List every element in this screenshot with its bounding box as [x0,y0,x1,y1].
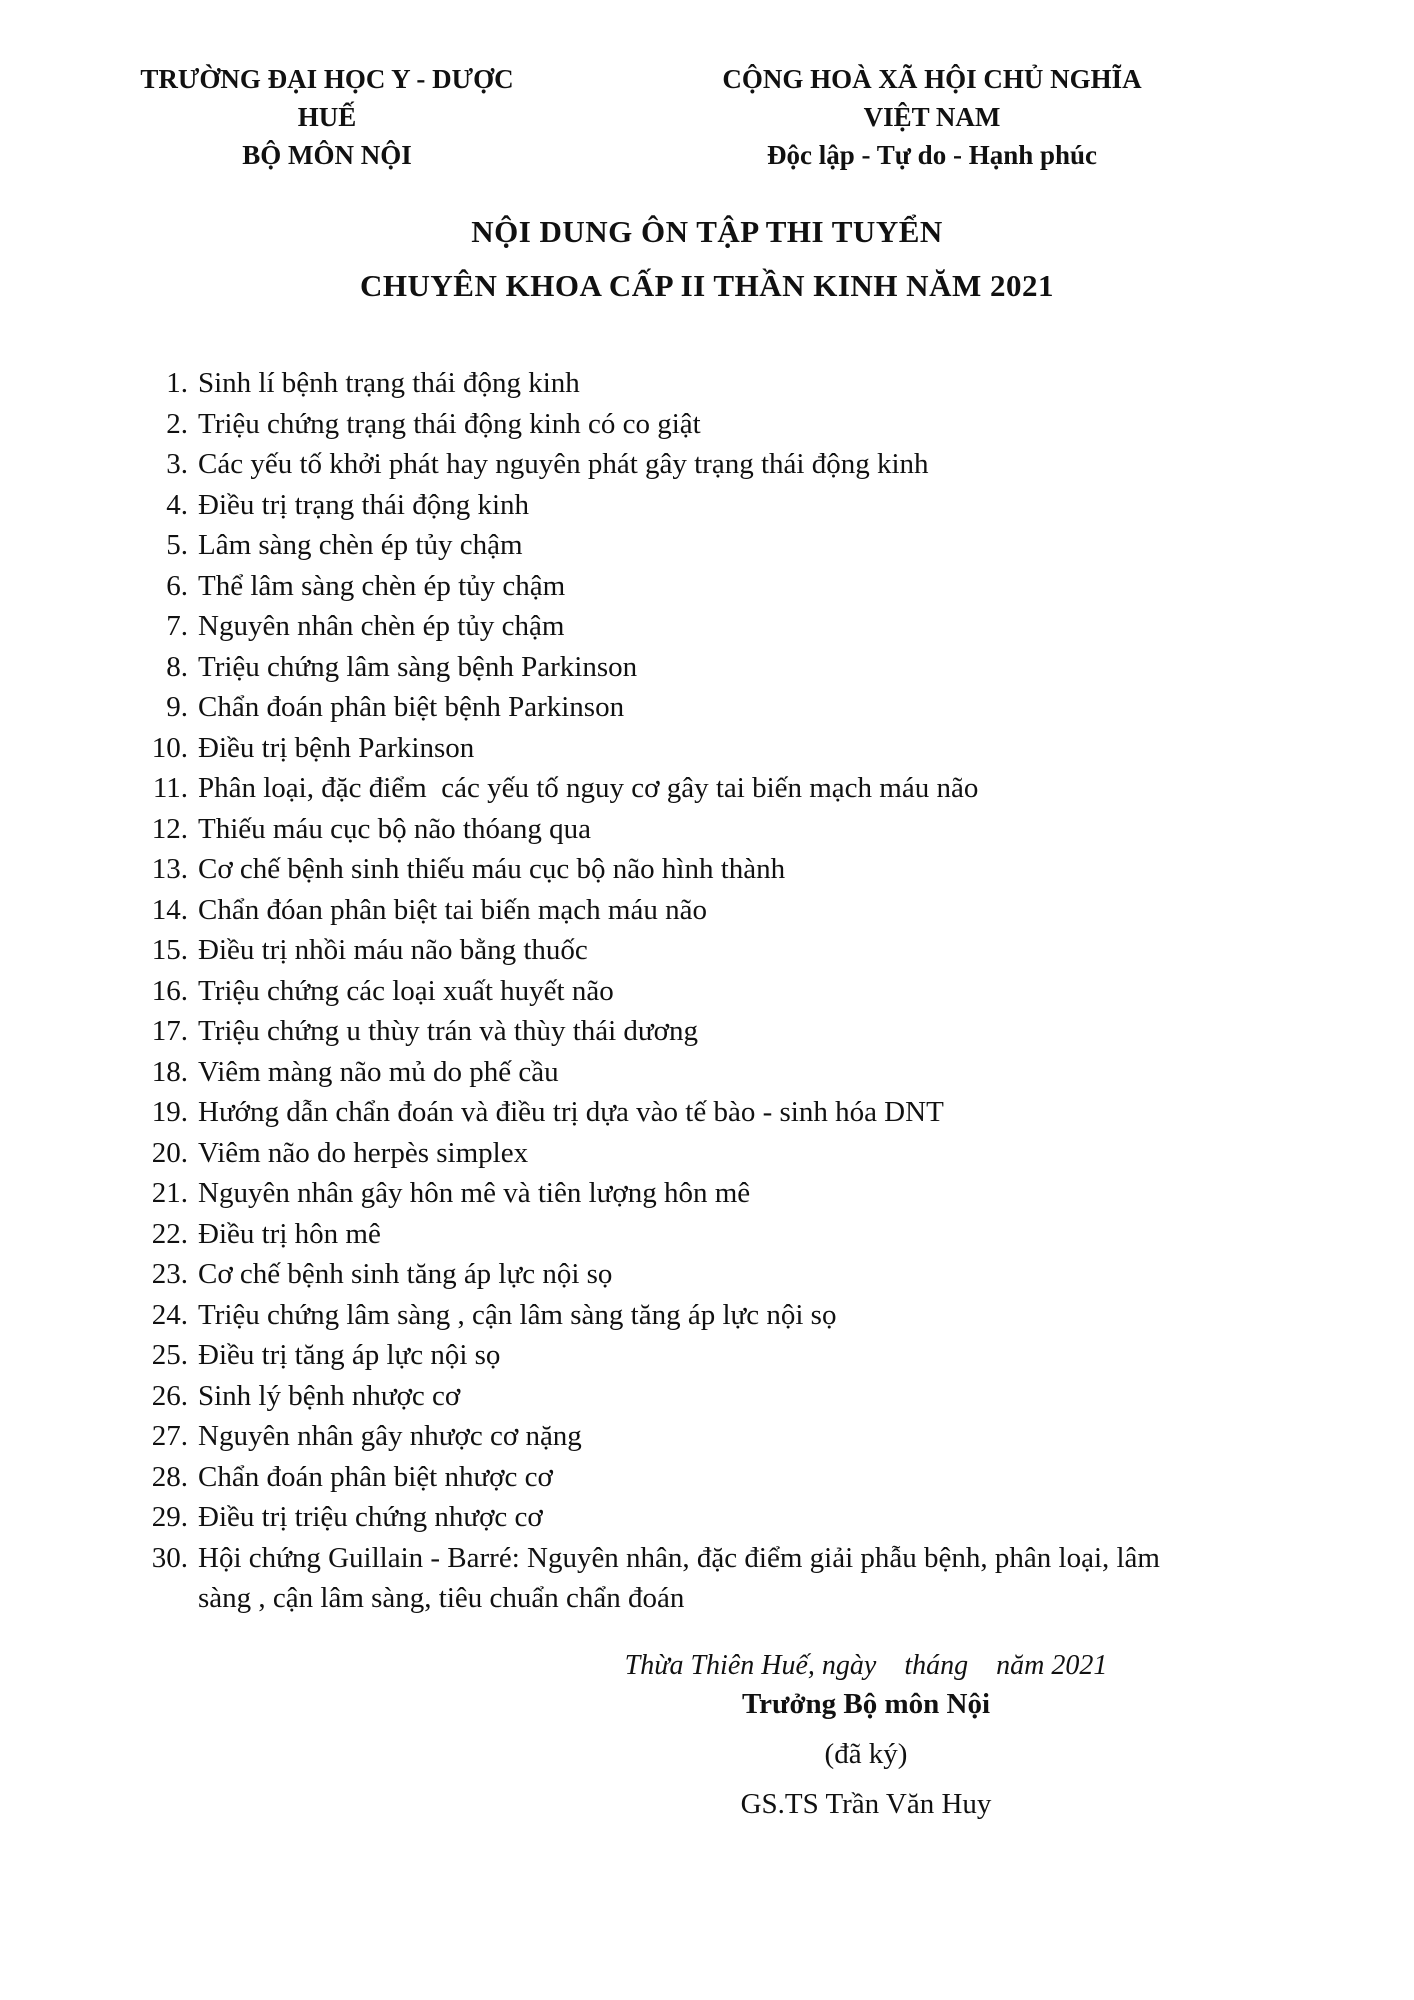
item-number: 11. [152,772,188,804]
item-number: 13. [151,853,188,885]
item-number: 23. [151,1258,188,1290]
item-text: Điều trị triệu chứng nhược cơ [198,1501,543,1533]
title-line-2: CHUYÊN KHOA CẤP II THẦN KINH NĂM 2021 [360,268,1054,303]
list-item [142,363,1162,404]
item-text: Các yếu tố khởi phát hay nguyên phát gây trạng thái động kinh [198,448,929,480]
item-number: 16. [151,974,188,1007]
item-number: 9. [166,691,188,723]
item-text: Cơ chế bệnh sinh tăng áp lực nội sọ [198,1258,613,1290]
item-text: Sinh lí bệnh trạng thái động kinh [198,367,580,399]
org-block [122,60,532,174]
list-item [142,1173,1162,1214]
item-number: 5. [166,529,188,561]
item-number: 27. [151,1420,188,1452]
place-date-line: Thừa Thiên Huế, ngày tháng năm 2021 [624,1649,1108,1681]
list-item [142,849,1162,890]
signature-block [596,1647,1136,1823]
title-line-1: NỘI DUNG ÔN TẬP THI TUYỂN [471,214,943,249]
list-item [142,1133,1162,1174]
list-item [142,971,1162,1012]
item-number: 10. [151,731,188,764]
item-number: 22. [151,1217,188,1250]
item-text: Thể lâm sàng chèn ép tủy chậm [198,569,566,602]
item-number: 20. [151,1136,188,1169]
list-item [142,1295,1162,1336]
item-text: Triệu chứng trạng thái động kinh có co giật [198,407,701,440]
list-item [142,1538,1168,1619]
item-text: Hội chứng Guillain - Barré: Nguyên nhân, đặc điểm giải phẫu bệnh, phân loại, lâm sàng , cận lâm sàng, tiêu chuẩn chẩn đoán [198,1541,1168,1614]
list-item [142,768,1162,809]
list-item [142,728,1162,769]
item-text: Viêm não do herpès simplex [198,1136,529,1169]
item-text: Nguyên nhân gây nhược cơ nặng [198,1420,582,1452]
item-number: 1. [166,367,188,399]
item-text: Chẩn đoán phân biệt nhược cơ [198,1460,553,1493]
item-text: Chẩn đóan phân biệt tai biến mạch máu não [198,893,707,926]
item-text: Sinh lý bệnh nhược cơ [198,1379,461,1412]
item-text: Nguyên nhân gây hôn mê và tiên lượng hôn mê [198,1177,751,1209]
item-number: 29. [151,1501,188,1533]
list-item [142,1457,1162,1498]
item-text: Hướng dẫn chẩn đoán và điều trị dựa vào tế bào - sinh hóa DNT [198,1096,944,1128]
item-number: 24. [151,1298,188,1331]
list-item [142,485,1162,526]
list-item [142,687,1162,728]
item-number: 28. [151,1460,188,1493]
item-text: Triệu chứng các loại xuất huyết não [198,974,614,1007]
item-number: 25. [151,1339,188,1371]
list-item [142,1376,1162,1417]
item-text: Điều trị nhồi máu não bằng thuốc [198,934,588,966]
item-number: 19. [151,1096,188,1128]
org-department: BỘ MÔN NỘI [242,140,412,170]
list-item [142,404,1162,445]
signer-name: GS.TS Trần Văn Huy [740,1787,992,1820]
item-text: Triệu chứng lâm sàng bệnh Parkinson [198,650,638,683]
item-text: Điều trị tăng áp lực nội sọ [198,1339,501,1371]
item-text: Triệu chứng u thùy trán và thùy thái dương [198,1015,698,1047]
list-item [142,890,1162,931]
item-number: 8. [166,650,188,683]
national-motto-block [712,60,1152,174]
item-number: 7. [166,610,188,642]
list-item [142,809,1162,850]
list-item [142,1254,1162,1295]
list-item [142,930,1162,971]
item-text: Phân loại, đặc điểm các yếu tố nguy cơ gây tai biến mạch máu não [198,772,979,804]
item-text: Nguyên nhân chèn ép tủy chậm [198,610,565,642]
document-header [0,0,1414,174]
list-item [142,1011,1162,1052]
item-number: 17. [151,1015,188,1047]
item-number: 2. [166,407,188,440]
item-number: 26. [151,1379,188,1412]
signed-note: (đã ký) [824,1737,908,1770]
item-text: Lâm sàng chèn ép tủy chậm [198,529,523,561]
list-item [142,444,1162,485]
item-text: Điều trị hôn mê [198,1217,381,1250]
item-number: 3. [166,448,188,480]
list-item [142,606,1162,647]
list-item [142,566,1162,607]
item-number: 12. [151,812,188,845]
item-number: 30. [151,1541,188,1574]
list-item [142,1335,1162,1376]
item-number: 4. [166,488,188,521]
list-item [142,1052,1162,1093]
item-number: 6. [166,569,188,602]
item-text: Điều trị trạng thái động kinh [198,488,530,521]
topic-list [142,363,1168,1619]
item-text: Thiếu máu cục bộ não thóang qua [198,812,591,845]
item-number: 15. [151,934,188,966]
item-text: Điều trị bệnh Parkinson [198,731,475,764]
list-item [142,1214,1162,1255]
item-number: 18. [151,1055,188,1088]
list-item [142,1497,1162,1538]
national-motto: Độc lập - Tự do - Hạnh phúc [766,140,1098,170]
list-item [142,1092,1162,1133]
item-number: 14. [151,893,188,926]
list-item [142,1416,1162,1457]
national-title: CỘNG HOÀ XÃ HỘI CHỦ NGHĨA VIỆT NAM [722,64,1142,132]
list-item [142,525,1162,566]
item-number: 21. [151,1177,188,1209]
org-name: TRƯỜNG ĐẠI HỌC Y - DƯỢC HUẾ [140,64,514,132]
signer-role: Trưởng Bộ môn Nội [741,1687,991,1720]
list-item [142,647,1162,688]
item-text: Cơ chế bệnh sinh thiếu máu cục bộ não hình thành [198,853,786,885]
document-title [0,205,1414,313]
item-text: Triệu chứng lâm sàng , cận lâm sàng tăng áp lực nội sọ [198,1298,837,1331]
item-text: Viêm màng não mủ do phế cầu [198,1055,559,1088]
item-text: Chẩn đoán phân biệt bệnh Parkinson [198,691,625,723]
